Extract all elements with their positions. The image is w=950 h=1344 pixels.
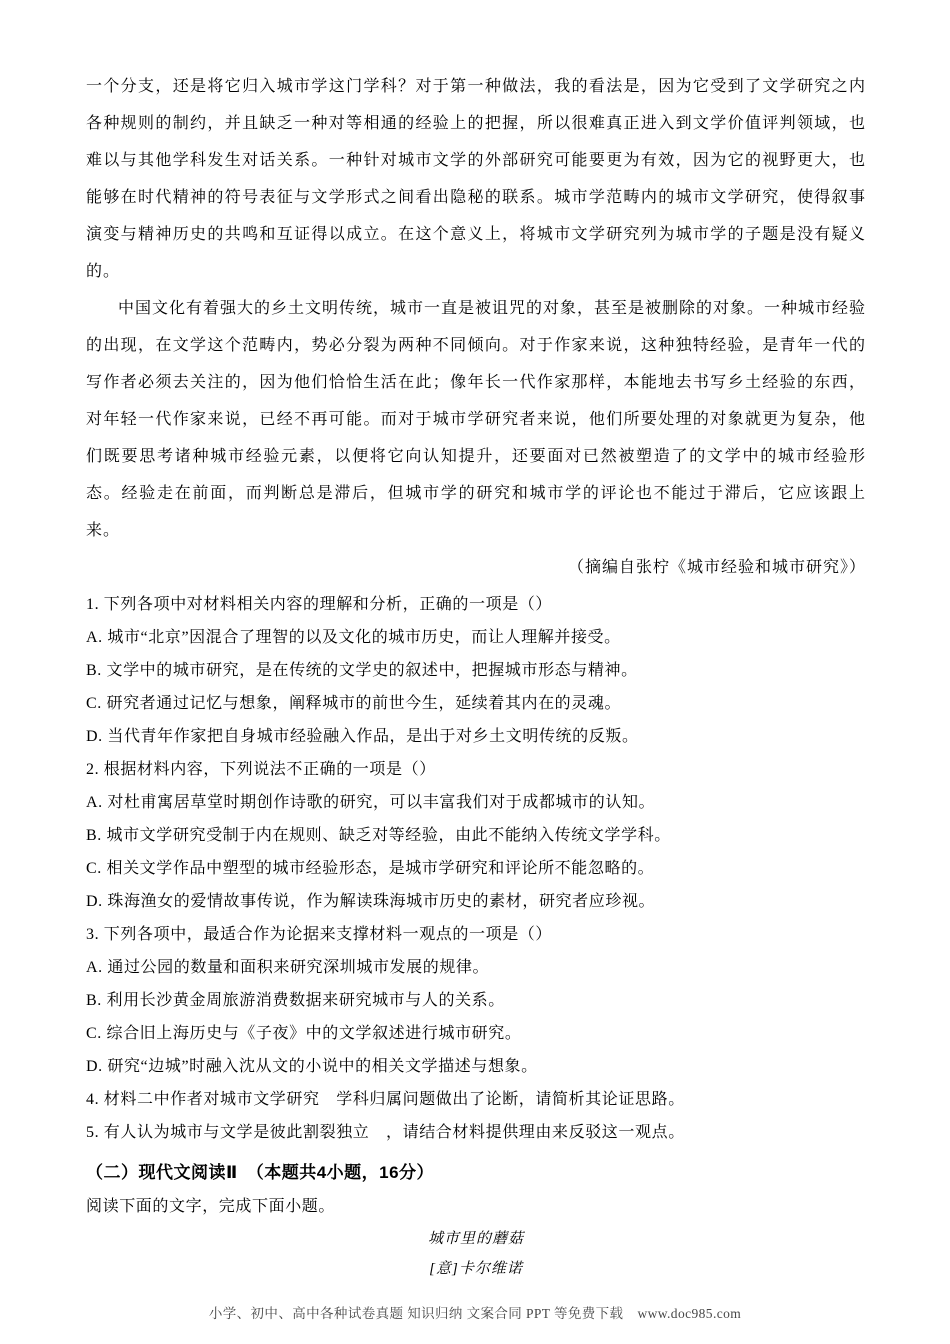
question-3-option-d: D. 研究“边城”时融入沈从文的小说中的相关文学描述与想象。: [86, 1058, 538, 1075]
watermark-url: www.doc985.com: [637, 1306, 742, 1321]
question-2-option-c: C. 相关文学作品中塑型的城市经验形态，是城市学研究和评论所不能忽略的。: [86, 860, 655, 877]
reading-instruction: 阅读下面的文字，完成下面小题。: [86, 1198, 336, 1215]
question-2-option-b: B. 城市文学研究受制于内在规则、缺乏对等经验，由此不能纳入传统文学学科。: [86, 827, 671, 844]
question-3-option-b: B. 利用长沙黄金周旅游消费数据来研究城市与人的关系。: [86, 992, 505, 1009]
question-4-stem: 4. 材料二中作者对城市文学研究 学科归属问题做出了论断，请简析其论证思路。: [86, 1091, 685, 1108]
question-2-stem: 2. 根据材料内容，下列说法不正确的一项是（）: [86, 761, 436, 778]
question-3-stem: 3. 下列各项中，最适合作为论据来支撑材料一观点的一项是（）: [86, 926, 553, 943]
reading-passage-title: 城市里的蘑菇: [427, 1231, 524, 1247]
question-1-option-a: A. 城市“北京”因混合了理智的以及文化的城市历史，而让人理解并接受。: [86, 629, 621, 646]
question-1-option-b: B. 文学中的城市研究，是在传统的文学史的叙述中，把握城市形态与精神。: [86, 662, 638, 679]
question-3-option-a: A. 通过公园的数量和面积来研究深圳城市发展的规律。: [86, 959, 490, 976]
source-attribution: （摘编自张柠《城市经验和城市研究》）: [567, 559, 866, 576]
reading-passage-author: [意]卡尔维诺: [429, 1261, 523, 1277]
question-3-option-c: C. 综合旧上海历史与《子夜》中的文学叙述进行城市研究。: [86, 1025, 522, 1042]
question-5-stem: 5. 有人认为城市与文学是彼此割裂独立 ，请结合材料提供理由来反驳这一观点。: [86, 1124, 685, 1141]
question-block: [86, 588, 866, 1149]
watermark-footer: [0, 1302, 950, 1322]
question-2-option-d: D. 珠海渔女的爱情故事传说，作为解读珠海城市历史的素材，研究者应珍视。: [86, 893, 656, 910]
question-1-option-d: D. 当代青年作家把自身城市经验融入作品，是出于对乡土文明传统的反叛。: [86, 728, 639, 745]
material-paragraph: 中国文化有着强大的乡土文明传统，城市一直是被诅咒的对象，甚至是被删除的对象。一种城市经验的出现，在文学这个范畴内，势必分裂为两种不同倾向。对于作家来说，这种独特经验，是青年一代的写作者必须去关注的，因为他们恰恰生活在此；像年长一代作家那样，本能地去书写乡土经验的东西，对年轻一代作家来说，已经不再可能。而对于城市学研究者来说，他们所要处理的对象就更为复杂，他们既要思考诸种城市经验元素，以便将它向认知提升，还要面对已然被塑造了的文学中的城市经验形态。经验走在前面，而判断总是滞后，但城市学的研究和城市学的评论也不能过于滞后，它应该跟上来。: [86, 300, 867, 539]
question-2-option-a: A. 对杜甫寓居草堂时期创作诗歌的研究，可以丰富我们对于成都城市的认知。: [86, 794, 656, 811]
question-1-stem: 1. 下列各项中对材料相关内容的理解和分析，正确的一项是（）: [86, 596, 553, 613]
material-paragraph-continued: 一个分支，还是将它归入城市学这门学科？对于第一种做法，我的看法是，因为它受到了文学研究之内各种规则的制约，并且缺乏一种对等相通的经验上的把握，所以很难真正进入到文学价值评判领域，也难以与其他学科发生对话关系。一种针对城市文学的外部研究可能要更为有效，因为它的视野更大，也能够在时代精神的符号表征与文学形式之间看出隐秘的联系。城市学范畴内的城市文学研究，使得叙事演变与精神历史的共鸣和互证得以成立。在这个意义上，将城市文学研究列为城市学的子题是没有疑义的。: [86, 78, 866, 280]
question-1-option-c: C. 研究者通过记忆与想象，阐释城市的前世今生，延续着其内在的灵魂。: [86, 695, 622, 712]
watermark-text: 小学、初中、高中各种试卷真题 知识归纳 文案合同 PPT 等免费下载: [208, 1306, 624, 1321]
section-header-modern-reading-2: （二）现代文阅读Ⅱ （本题共4小题，16分）: [86, 1163, 435, 1182]
